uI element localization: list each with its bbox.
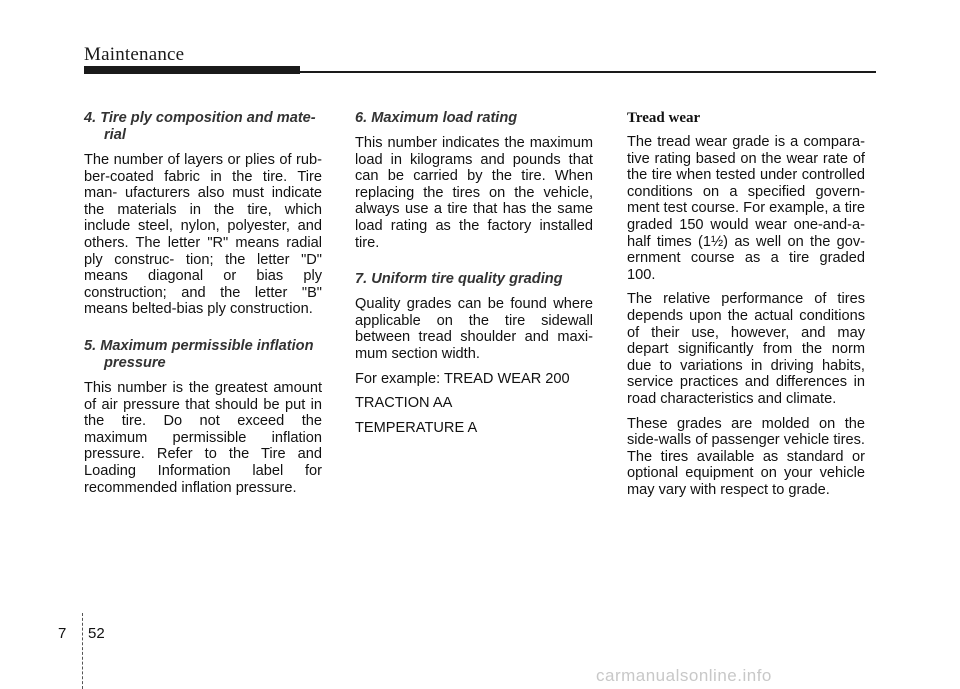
- column-2: [355, 110, 593, 444]
- section-heading-utqg: 7. Uniform tire quality grading: [355, 271, 563, 288]
- example-temperature: TEMPERATURE A: [355, 419, 478, 436]
- header-rule: [84, 71, 876, 73]
- paragraph-max-inflation: This number is the greatest amount of air pressure that should be put in the tire. Do not exceed the maximum permissible inflation pressure. Refer to the Tire and Loading Information label for recommended inflation pressure.: [84, 379, 322, 496]
- section-heading-tread-wear: Tread wear: [627, 110, 701, 126]
- paragraph-tread-wear-3: These grades are molded on the side-walls of passenger vehicle tires. The tires available as standard or optional equipment on your vehicle may vary with respect to grade.: [627, 415, 865, 498]
- paragraph-ply-composition: The number of layers or plies of rub- ber-coated fabric in the tire. Tire man- ufacturers also must indicate the materials in the tire, which include steel, nylon, polyester, and others. The letter "R" means radial ply construc- tion; the letter "D" means diagonal or bias ply construction; and the letter "B" means belted-bias ply construction.: [84, 152, 322, 318]
- watermark-text: carmanualsonline.info: [596, 666, 772, 685]
- example-tread-wear: For example: TREAD WEAR 200: [355, 370, 570, 387]
- chapter-number: 7: [58, 625, 67, 642]
- section-heading-max-inflation: 5. Maximum permissible inflation pressure: [84, 337, 314, 371]
- section-heading-max-load: 6. Maximum load rating: [355, 110, 518, 126]
- paragraph-tread-wear-2: The relative performance of tires depends upon the actual conditions of their use, however, and may depart significantly from the norm due to variations in driving habits, service practices and differences in road characteristics and climate.: [627, 291, 865, 407]
- column-3: [627, 110, 865, 506]
- paragraph-max-load: This number indicates the maximum load in kilograms and pounds that can be carried by the tire. When replacing the tires on the vehicle, always use a tire that has the same load rating as the factory installed tire.: [355, 135, 593, 251]
- example-traction: TRACTION AA: [355, 395, 453, 412]
- footer-divider: [82, 613, 83, 689]
- column-1: [84, 110, 322, 504]
- paragraph-utqg: Quality grades can be found where applicable on the tire sidewall between tread shoulder and maxi- mum section width.: [355, 296, 593, 362]
- paragraph-tread-wear-1: The tread wear grade is a compara- tive rating based on the wear rate of the tire when tested under controlled conditions on a specified govern- ment test course. For example, a tire graded 150 would wear one-and-a- half times (1½) as well on the gov- ernment course as a tire graded 100.: [627, 134, 865, 283]
- section-heading-ply-composition: 4. Tire ply composition and mate- rial: [84, 110, 316, 143]
- page-number: 52: [88, 625, 105, 642]
- page-header-title: Maintenance: [84, 44, 185, 65]
